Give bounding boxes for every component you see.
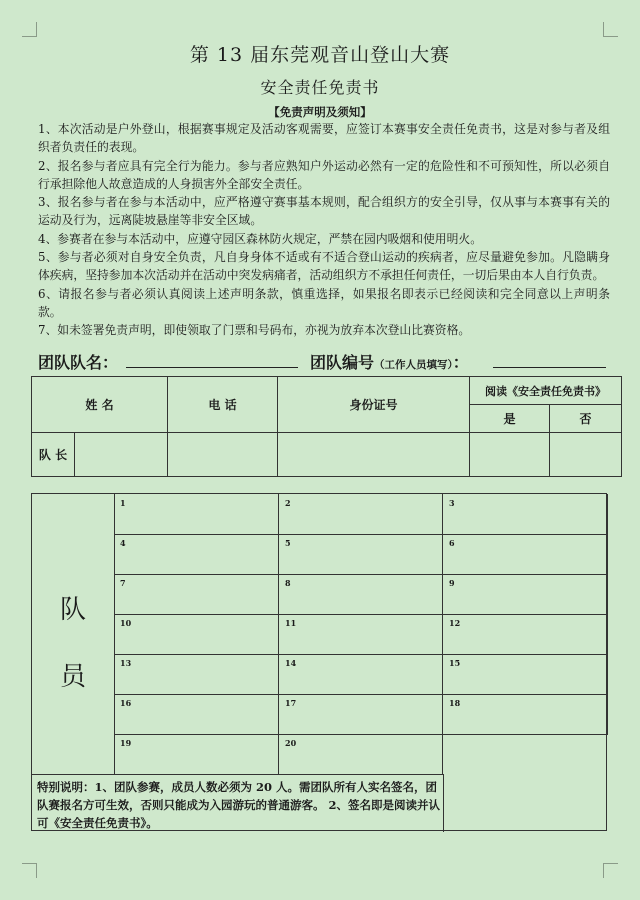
member-cell-11[interactable]: 11 (279, 614, 443, 655)
members-side-label (32, 494, 115, 774)
notice-heading: 【免责声明及须知】 (268, 105, 372, 119)
member-cell-12[interactable]: 12 (443, 614, 608, 655)
member-cell-20[interactable]: 20 (279, 734, 443, 775)
member-cell-3[interactable]: 3 (443, 494, 608, 535)
term-3: 3、报名参与者在参与本活动中，应严格遵守赛事基本规则，配合组织方的安全引导，仅从事与本赛事有关的运动及行为，远离陡坡悬崖等非安全区域。 (38, 195, 610, 228)
member-cell-9[interactable]: 9 (443, 574, 608, 615)
header-id: 身份证号 (278, 377, 470, 433)
header-yes: 是 (470, 405, 550, 433)
team-name-label: 团队队名： (38, 353, 119, 372)
member-cell-6[interactable]: 6 (443, 534, 608, 575)
member-cell-16[interactable]: 16 (114, 694, 279, 735)
header-phone: 电 话 (168, 377, 278, 433)
note-box-edge (443, 774, 444, 832)
members-label-1: 队 (59, 595, 86, 625)
team-number-field[interactable] (493, 367, 606, 368)
team-number-label: 团队编号（工作人员填写）： (310, 353, 469, 372)
crop-mark-top-left (22, 22, 37, 37)
note-divider (32, 774, 444, 775)
document-subtitle: 安全责任免责书 (260, 78, 380, 97)
member-cell-17[interactable]: 17 (279, 694, 443, 735)
term-6: 6、请报名参与者必须认真阅读上述声明条款，慎重选择，如果报名即表示已经阅读和完全同意以上声明条款。 (38, 286, 610, 319)
team-name-field[interactable] (126, 367, 298, 368)
crop-mark-top-right (603, 22, 618, 37)
leader-row-label: 队 长 (32, 433, 75, 476)
member-cell-7[interactable]: 7 (114, 574, 279, 615)
leader-name-cell[interactable] (32, 433, 168, 477)
members-label-2: 员 (59, 662, 86, 692)
leader-table (31, 376, 622, 477)
team-info-line (38, 350, 610, 372)
member-cell-18[interactable]: 18 (443, 694, 608, 735)
term-2: 2、报名参与者应具有完全行为能力。参与者应熟知户外运动必然有一定的危险性和不可预知性，所以必须自行承担除他人故意造成的人身损害外全部安全责任。 (38, 158, 610, 191)
crop-mark-bottom-left (22, 863, 37, 878)
team-number-note: （工作人员填写） (374, 359, 453, 371)
member-cell-15[interactable]: 15 (443, 654, 608, 695)
leader-no-cell[interactable] (550, 433, 622, 477)
term-4: 4、参赛者在参与本活动中，应遵守园区森林防火规定，严禁在园内吸烟和使用明火。 (38, 231, 482, 246)
members-table (31, 493, 607, 831)
member-cell-19[interactable]: 19 (114, 734, 279, 775)
header-name: 姓 名 (32, 377, 168, 433)
leader-id-cell[interactable] (278, 433, 470, 477)
term-7: 7、如未签署免责声明，即使领取了门票和号码布，亦视为放弃本次登山比赛资格。 (38, 323, 471, 338)
member-cell-10[interactable]: 10 (114, 614, 279, 655)
term-1: 1、本次活动是户外登山，根据赛事规定及活动客观需要，应签订本赛事安全责任免责书，这是对参与者及组织者负责任的表现。 (38, 122, 610, 155)
leader-phone-cell[interactable] (168, 433, 278, 477)
terms-list (38, 120, 610, 340)
member-cell-5[interactable]: 5 (279, 534, 443, 575)
member-cell-14[interactable]: 14 (279, 654, 443, 695)
member-cell-1[interactable]: 1 (114, 494, 279, 535)
document-title: 第 13 届东莞观音山登山大赛 (189, 44, 451, 66)
term-5: 5、参与者必须对自身安全负责，凡自身身体不适或有不适合登山运动的疾病者，应尽量避免参加。凡隐瞒身体疾病，坚持参加本次活动并在活动中突发病痛者，活动组织方不承担任何责任，一切后果由本人自行负责。 (38, 250, 610, 283)
special-note: 特别说明：1、团队参赛，成员人数必须为 20 人。需团队所有人实名签名，团队赛报名方可生效，否则只能成为入园游玩的普通游客。 2、签名即是阅读并认可《安全责任免责书》。 (37, 780, 441, 830)
member-cell-8[interactable]: 8 (279, 574, 443, 615)
leader-yes-cell[interactable] (470, 433, 550, 477)
header-read: 阅读《安全责任免责书》 (470, 377, 622, 405)
header-no: 否 (550, 405, 622, 433)
member-cell-13[interactable]: 13 (114, 654, 279, 695)
member-cell-2[interactable]: 2 (279, 494, 443, 535)
member-cell-4[interactable]: 4 (114, 534, 279, 575)
crop-mark-bottom-right (603, 863, 618, 878)
